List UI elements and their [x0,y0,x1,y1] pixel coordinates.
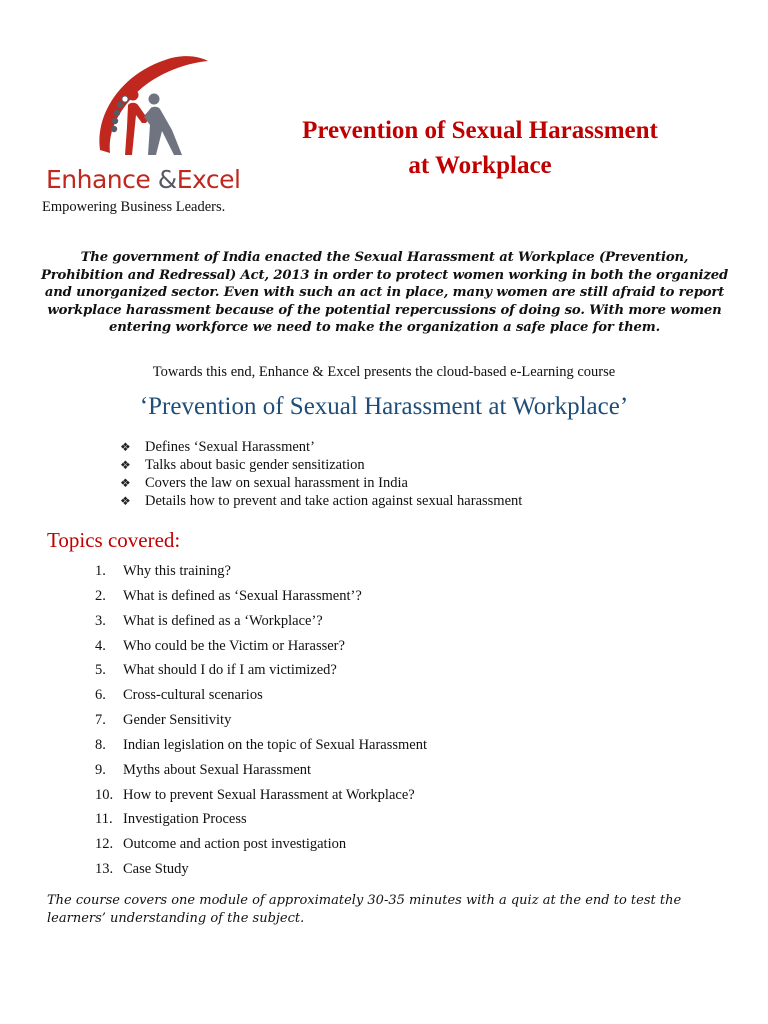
logo-word-enhance: Enhance [46,165,151,194]
topic-number: 4. [95,637,106,654]
topics-heading: Topics covered: [47,528,181,552]
topic-item [95,735,427,760]
diamond-bullet-icon: ❖ [120,458,131,472]
topic-text: Case Study [123,861,189,878]
topic-text: Why this training? [123,563,231,579]
topic-text: Myths about Sexual Harassment [123,761,312,778]
page-title [230,113,730,183]
topic-item [95,660,427,685]
topic-number: 13. [95,861,114,878]
logo-tagline: Empowering Business Leaders. [42,199,226,215]
topic-number: 7. [95,712,106,729]
topic-item [95,636,427,661]
topic-item [95,561,427,586]
topic-text: Outcome and action post investigation [123,836,347,853]
topic-number: 10. [95,786,114,803]
logo-word-excel: Excel [176,165,241,194]
logo-figure-icon [90,55,220,170]
intro-paragraph: The government of India enacted the Sexual Harassment at Workplace (Prevention, Prohibition and Redressal) Act, 2013 in order to protect women working in both the organized and unorganized sector. Even with such an act in place, many women are still afraid to report workplace harassment because of the potential repercussions of doing so. With more women entering workforce we need to make the organization a safe place for them. [40,250,729,335]
logo-word-amp: & [157,165,177,194]
list-item-text: Covers the law on sexual harassment in India [145,475,408,491]
topic-number: 12. [95,836,114,853]
logo-wordmark [46,165,240,194]
topic-number: 8. [95,736,106,753]
list-item [120,438,522,456]
list-item-text: Details how to prevent and take action against sexual harassment [145,493,523,509]
topic-text: Gender Sensitivity [123,712,232,729]
diamond-bullet-icon: ❖ [120,440,131,454]
list-item-text: Defines ‘Sexual Harassment’ [145,439,315,455]
company-logo [40,55,240,220]
topic-text: What is defined as a ‘Workplace’? [123,612,323,629]
list-item-text: Talks about basic gender sensitization [145,457,365,473]
topic-number: 6. [95,687,106,704]
feature-list [120,438,522,510]
topic-text: Indian legislation on the topic of Sexual Harassment [123,736,428,753]
topic-number: 11. [95,811,113,828]
topic-text: What is defined as ‘Sexual Harassment’? [123,587,362,604]
topic-item [95,834,427,859]
topic-item [95,586,427,611]
topic-number: 9. [95,761,106,778]
closing-paragraph: The course covers one module of approximately 30-35 minutes with a quiz at the end to test the learners’ understanding of the subject. [47,893,682,926]
list-item [120,474,522,492]
topic-item [95,760,427,785]
diamond-bullet-icon: ❖ [120,476,131,490]
diamond-bullet-icon: ❖ [120,494,131,508]
topic-number: 3. [95,612,106,629]
topic-text: Cross-cultural scenarios [123,687,263,704]
topic-item [95,710,427,735]
topic-text: Who could be the Victim or Harasser? [123,637,345,654]
topic-item [95,785,427,810]
list-item [120,492,522,510]
page-title-line-1: Prevention of Sexual Harassment [302,117,658,144]
topics-list [95,561,427,884]
topic-text: How to prevent Sexual Harassment at Workplace? [123,786,415,803]
list-item [120,456,522,474]
topic-number: 5. [95,662,106,679]
page-title-line-2: at Workplace [408,152,552,179]
topic-item [95,611,427,636]
topic-item [95,859,427,884]
topic-item [95,685,427,710]
course-title: ‘Prevention of Sexual Harassment at Workplace’ [139,393,629,420]
topic-number: 1. [95,563,106,579]
topic-text: What should I do if I am victimized? [123,662,337,679]
towards-sentence: Towards this end, Enhance & Excel presents the cloud-based e-Learning course [152,364,616,380]
topic-text: Investigation Process [123,811,247,828]
topic-number: 2. [95,587,106,604]
topic-item [95,809,427,834]
